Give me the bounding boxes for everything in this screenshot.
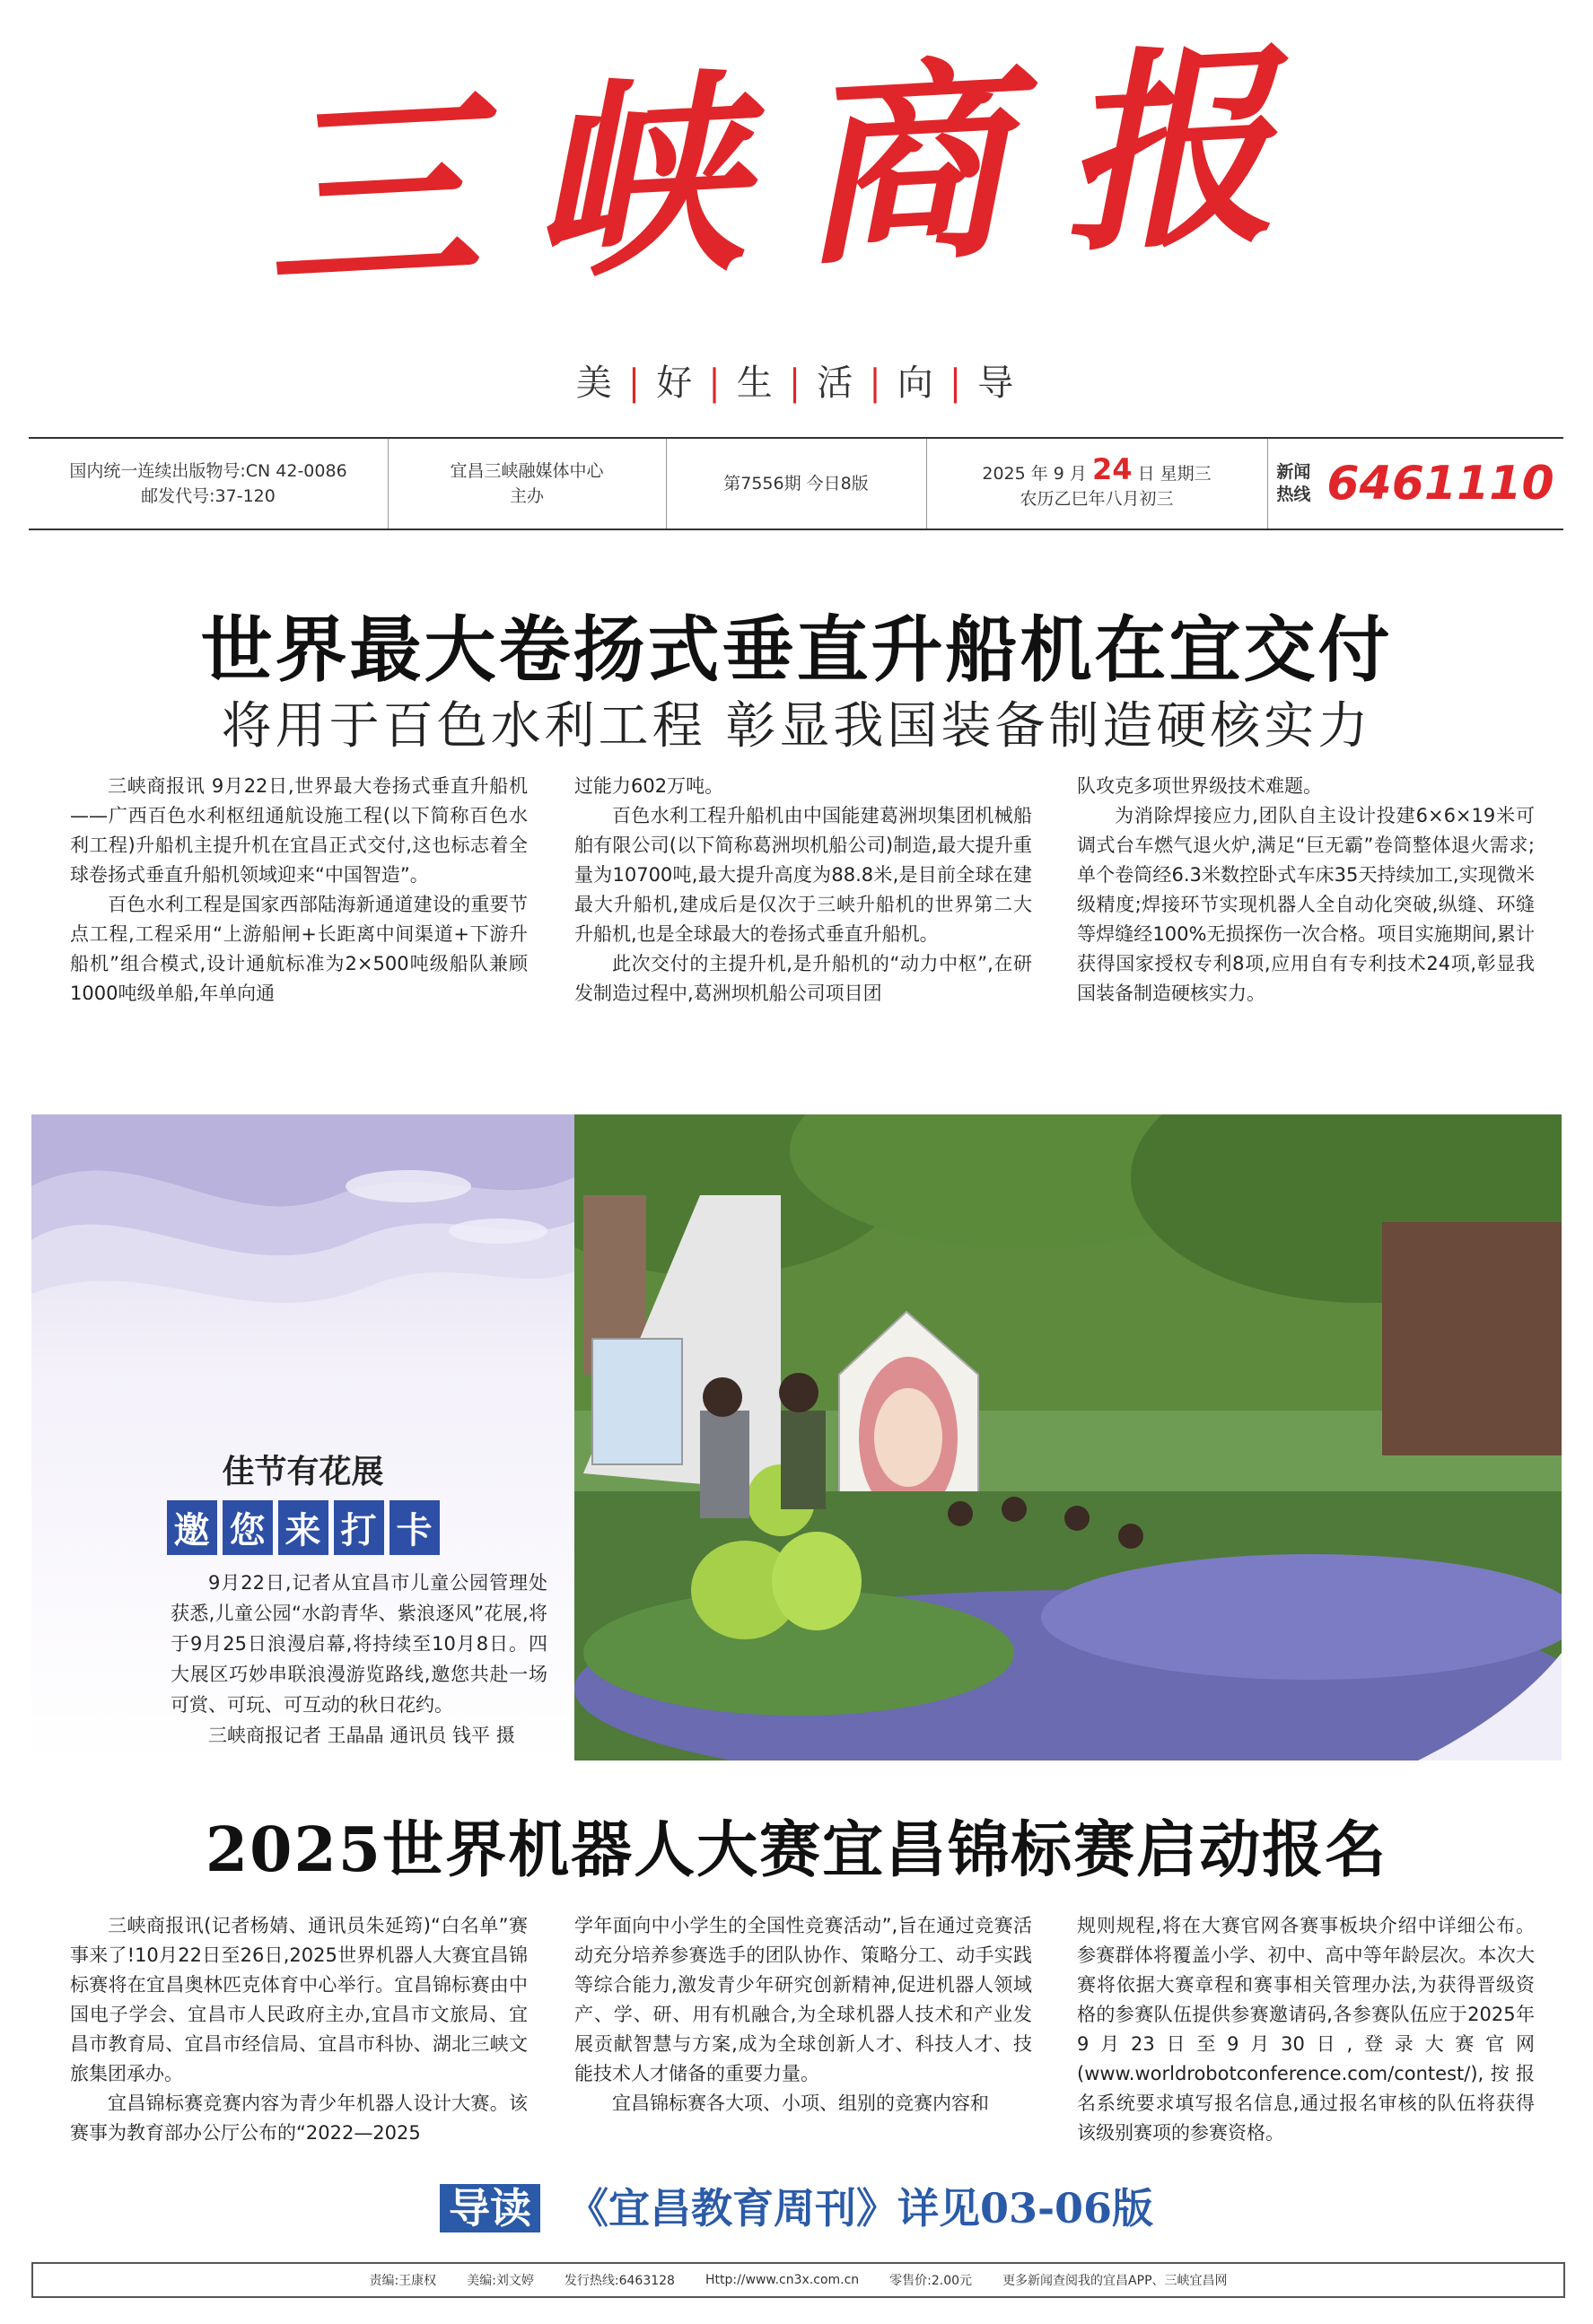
hotline-label-1: 新闻 — [1276, 462, 1311, 482]
paragraph: 规则规程,将在大赛官网各赛事板块介绍中详细公布。参赛群体将覆盖小学、初中、高中等年龄层次。本次大赛将依据大赛章程和赛事相关管理办法,为获得晋级资格的参赛队伍提供参赛邀请码,各参赛队伍应于2025年9月23日至9月30日,登录大赛官网(www.worldrobotconference.com/contest/),按报名系统要求填写报名信息,通过报名审核的队伍将获得该级别赛项的参赛资格。 — [1077, 1915, 1535, 2144]
issue-cell — [666, 439, 927, 529]
slogan-char: 向 — [897, 363, 937, 404]
footer-more: 更多新闻查阅我的宜昌APP、三峡宜昌网 — [1002, 2274, 1228, 2288]
badge-char: 卡 — [389, 1500, 440, 1555]
badge-char: 邀 — [167, 1500, 217, 1555]
paragraph: 宜昌锦标赛各大项、小项、组别的竞赛内容和 — [612, 2092, 989, 2114]
info-bar — [29, 437, 1563, 530]
issue-number: 第7556期 今日8版 — [723, 474, 869, 494]
guide-text: 《宜昌教育周刊》详见03-06版 — [566, 2184, 1154, 2232]
article1-col2 — [574, 772, 1032, 1009]
decorative-wave — [31, 1114, 574, 1384]
slogan-char: 美 — [575, 363, 616, 404]
slogan-char: 活 — [817, 363, 857, 404]
badge-char: 来 — [278, 1500, 328, 1555]
feature-paragraph: 9月22日,记者从宜昌市儿童公园管理处获悉,儿童公园“水韵青华、紫浪逐风”花展,将于9月25日浪漫启幕,将持续至10月8日。四大展区巧妙串联浪漫游览路线,邀您共赴一场可赏、可玩、可互动的秋日花约。 — [171, 1572, 547, 1716]
paragraph: 三峡商报讯 9月22日,世界最大卷扬式垂直升船机——广西百色水利枢纽通航设施工程(以下简称百色水利工程)升船机主提升机在宜昌正式交付,这也标志着全球卷扬式垂直升船机领域迎来“中国智造”。 — [70, 775, 528, 886]
host-role: 主办 — [509, 486, 544, 506]
paragraph: 宜昌锦标赛竞赛内容为青少年机器人设计大赛。该赛事为教育部办公厅公布的“2022—2025 — [70, 2092, 528, 2144]
article1-col1 — [70, 772, 528, 1009]
footer-distribution: 发行热线:6463128 — [564, 2274, 675, 2288]
serial-number: 国内统一连续出版物号:CN 42-0086 — [69, 461, 347, 481]
date-suffix: 日 星期三 — [1137, 463, 1212, 484]
footer-price: 零售价:2.00元 — [889, 2274, 973, 2288]
footer-art: 美编:刘文婷 — [467, 2274, 534, 2288]
guide-line — [0, 2176, 1593, 2235]
article2-col3 — [1077, 1911, 1535, 2148]
feature-badge — [31, 1500, 574, 1555]
photo-illustration — [574, 1114, 1562, 1760]
lunar-date: 农历乙巳年八月初三 — [1020, 488, 1174, 509]
paragraph: 队攻克多项世界级技术难题。 — [1077, 775, 1322, 797]
paragraph: 百色水利工程升船机由中国能建葛洲坝集团机械船舶有限公司(以下简称葛洲坝机船公司)制造,最大提升重量为10700吨,最大提升高度为88.8米,是目前全球在建最大升船机,建成后是仅次于三峡升船机的世界第二大升船机,也是全球最大的卷扬式垂直升船机。 — [574, 805, 1032, 945]
photo-credit: 三峡商报记者 王晶晶 通讯员 钱平 摄 — [208, 1725, 515, 1746]
date-prefix: 2025 年 9 月 — [982, 463, 1087, 484]
footer-editor: 责编:王康权 — [369, 2274, 437, 2288]
host-cell — [388, 439, 667, 529]
badge-char: 您 — [223, 1500, 273, 1555]
paragraph: 学年面向中小学生的全国性竞赛活动”,旨在通过竞赛活动充分培养参赛选手的团队协作、策略分工、动手实践等综合能力,激发青少年研究创新精神,促进机器人领域产、学、研、用有机融合,为全球机器人技术和产业发展贡献智慧与方案,成为全球创新人才、科技人才、技能技术人才储备的重要力量。 — [574, 1915, 1032, 2084]
badge-char: 打 — [334, 1500, 384, 1555]
article2-col1 — [70, 1911, 528, 2148]
paragraph: 三峡商报讯(记者杨婧、通讯员朱延筠)“白名单”赛事来了!10月22日至26日,2025世界机器人大赛宜昌锦标赛将在宜昌奥林匹克体育中心举行。宜昌锦标赛由中国电子学会、宜昌市人民政府主办,宜昌市文旅局、宜昌市教育局、宜昌市经信局、宜昌市科协、湖北三峡文旅集团承办。 — [70, 1915, 528, 2084]
paragraph: 为消除焊接应力,团队自主设计投建6×6×19米可调式台车燃气退火炉,满足“巨无霸”卷筒整体退火需求;单个卷筒经6.3米数控卧式车床35天持续加工,实现微米级精度;焊接环节实现机器人全自动化突破,纵缝、环缝等焊缝经100%无损探伤一次合格。项目实施期间,累计获得国家授权专利8项,应用自有专利技术24项,彰显我国装备制造硬核实力。 — [1077, 805, 1535, 1004]
footer-url[interactable]: Http://www.cn3x.com.cn — [705, 2273, 860, 2287]
article1-title: 世界最大卷扬式垂直升船机在宜交付 — [200, 607, 1393, 692]
paragraph: 此次交付的主提升机,是升船机的“动力中枢”,在研发制造过程中,葛洲坝机船公司项目团 — [574, 953, 1032, 1004]
slogan-char: 生 — [736, 363, 776, 404]
masthead-title: 三峡商报 — [259, 18, 1334, 323]
hotline-label — [1276, 461, 1310, 506]
paragraph: 百色水利工程是国家西部陆海新通道建设的重要节点工程,工程采用“上游船闸+长距离中间渠道+下游升船机”组合模式,设计通航标准为2×500吨级船队兼顾1000吨级单船,年单向通 — [70, 894, 528, 1004]
masthead-slogan: 美 | 好 | 生 | 活 | 向 | 导 — [575, 363, 1018, 404]
hotline-label-2: 热线 — [1276, 485, 1311, 504]
feature-title: 佳节有花展 — [222, 1453, 384, 1490]
slogan-char: 好 — [656, 363, 696, 404]
slogan-char: 导 — [977, 363, 1018, 404]
feature-text — [171, 1568, 547, 1751]
date-day: 24 — [1091, 451, 1133, 486]
date-cell — [926, 439, 1268, 529]
guide-tag: 导读 — [440, 2184, 540, 2232]
paragraph: 过能力602万吨。 — [574, 775, 724, 797]
postal-code: 邮发代号:37-120 — [141, 486, 276, 506]
hotline-cell — [1267, 439, 1563, 529]
serial-cell — [29, 439, 389, 529]
article2-title: 2025世界机器人大赛宜昌锦标赛启动报名 — [205, 1814, 1388, 1886]
hotline-number: 6461110 — [1326, 457, 1554, 511]
flower-show-photo — [574, 1114, 1562, 1760]
footer-bar — [31, 2262, 1565, 2298]
host-name: 宜昌三峡融媒体中心 — [450, 461, 604, 481]
feature-panel — [31, 1114, 574, 1760]
date — [982, 451, 1212, 486]
article1-subtitle: 将用于百色水利工程 彰显我国装备制造硬核实力 — [221, 697, 1372, 756]
article2-col2 — [574, 1911, 1032, 2119]
article1-col3 — [1077, 772, 1535, 1009]
